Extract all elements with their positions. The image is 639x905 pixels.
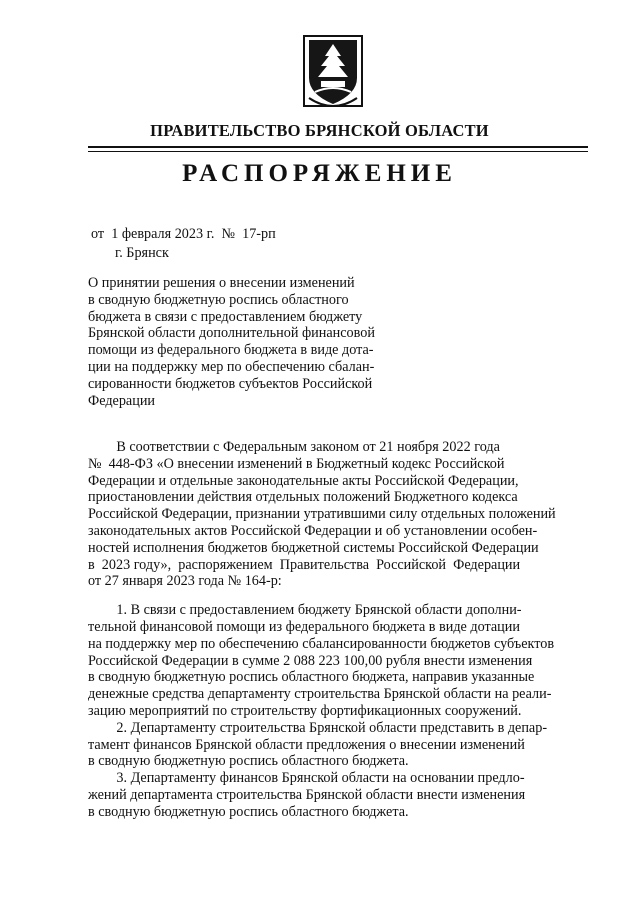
document-type-title: РАСПОРЯЖЕНИЕ [182, 160, 457, 187]
header-rule-thick [88, 146, 588, 148]
header-rule-thin [88, 151, 588, 152]
date-number-line: от 1 февраля 2023 г. № 17-рп [91, 226, 276, 242]
coat-of-arms-icon [301, 34, 365, 112]
item-3-paragraph: 3. Департаменту финансов Брянской области на основании предло- жений департамента строительства Брянской области внести изменения в сводную бюджетную роспись областного бюджета. [88, 770, 526, 820]
government-title: ПРАВИТЕЛЬСТВО БРЯНСКОЙ ОБЛАСТИ [150, 121, 489, 140]
subject-title: О принятии решения о внесении изменений в сводную бюджетную роспись областного бюджета в связи с предоставлением бюджету Брянской области дополнительной финансовой помощи из федерального бюджета в виде дота- ции на поддержку мер по обеспечению сбалан- сированности бюджетов субъектов Российской Федерации [88, 275, 375, 409]
document-body [88, 439, 556, 821]
item-1-paragraph: 1. В связи с предоставлением бюджету Брянской области дополни- тельной финансовой помощи из федерального бюджета в виде дотации на поддержку мер по обеспечению сбалансированности бюджетов субъектов Российской Федерации в сумме 2 088 223 100,00 рубля внести изменения в сводную бюджетную роспись областного бюджета, направив указанные денежные средства департаменту строительства Брянской области на реали- зацию мероприятий по строительству фортификационных сооружений. [88, 602, 555, 719]
city-line: г. Брянск [115, 245, 169, 261]
preamble-paragraph: В соответствии с Федеральным законом от 21 ноября 2022 года № 448-ФЗ «О внесении изменений в Бюджетный кодекс Российской Федерации и отдельные законодательные акты Российской Федерации, приостановлении действия отдельных положений Бюджетного кодекса Российской Федерации, признании утратившими силу отдельных положений законодательных актов Российской Федерации и об установлении особен- ностей исполнения бюджетов бюджетной системы Российской Федерации в 2023 году», распоряжением Правительства Российской Федерации от 27 января 2023 года № 164-р: [88, 439, 556, 590]
item-2-paragraph: 2. Департаменту строительства Брянской области представить в депар- тамент финансов Брянской области предложения о внесении изменений в сводную бюджетную роспись областного бюджета. [88, 719, 548, 770]
